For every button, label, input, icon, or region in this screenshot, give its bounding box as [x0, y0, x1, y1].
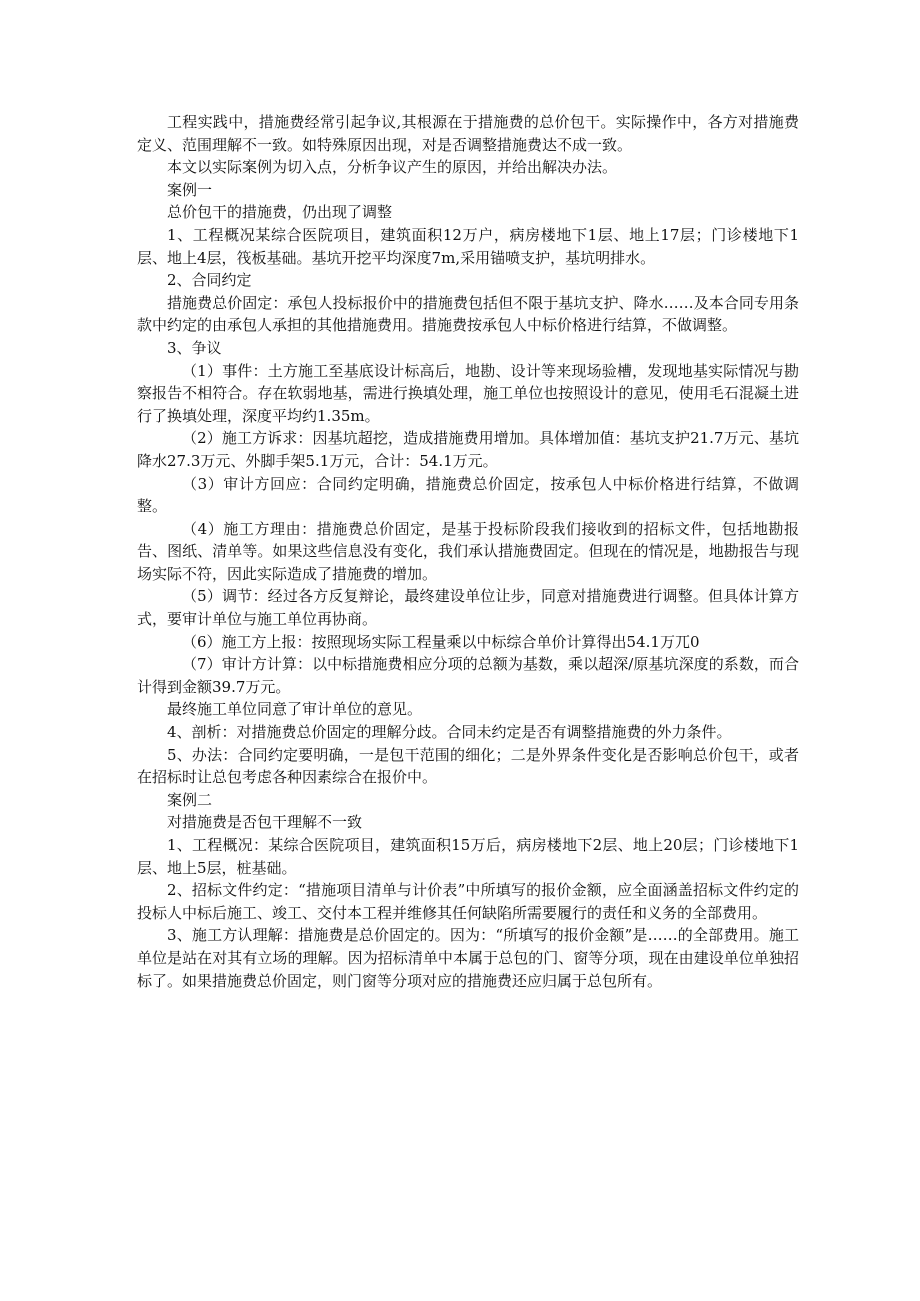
case-one-analysis: 4、剖析：对措施费总价固定的理解分歧。合同未约定是否有调整措施费的外力条件。: [167, 723, 732, 742]
intro-purpose-paragraph: 本文以实际案例为切入点，分析争议产生的原因，并给出解决办法。: [167, 158, 618, 177]
case-one-title: 总价包干的措施费，仍出现了调整: [167, 203, 393, 222]
dispute-item-5: （5）调节：经过各方反复辩论，最终建设单位让步，同意对措施费进行调整。但具体计算方式，要审计单位与施工单位再协商。: [137, 587, 799, 629]
case-one-dispute-heading: 3、争议: [167, 338, 222, 357]
case-two-tender-terms: 2、招标文件约定：“措施项目清单与计价表”中所填写的报价金额，应全面涵盖招标文件约定的投标人中标后施工、竣工、交付本工程并维修其任何缺陷所需要履行的责任和义务的全部费用。: [137, 881, 799, 922]
dispute-item-6: （6）施工方上报：按照现场实际工程量乘以中标综合单价计算得出54.1万兀0: [182, 632, 700, 651]
case-two-contractor-view: 3、施工方认理解：措施费是总价固定的。因为：“所填写的报价金额”是……的全部费用。施工单位是站在对其有立场的理解。因为招标清单中本属于总包的门、窗等分项，现在由建设单位单独招标了。如果措施费总价固定，则门窗等分项对应的措施费还应归属于总包所有。: [137, 926, 799, 990]
dispute-item-7: （7）审计方计算：以中标措施费相应分项的总额为基数，乘以超深/原基坑深度的系数，而合计得到金额39.7万元。: [137, 655, 799, 696]
document-body: [137, 111, 799, 992]
case-one-project-overview: 1、工程概况某综合医院项目，建筑面积12万户，病房楼地下1层、地上17层；门诊楼地下1层、地上4层，筏板基础。基坑开挖平均深度7m,采用锚喷支护，基坑明排水。: [137, 225, 799, 267]
dispute-item-2: （2）施工方诉求：因基坑超挖，造成措施费用增加。具体增加值：基坑支护21.7万元、基坑降水27.3万元、外脚手架5.1万元，合计：54.1万元。: [137, 429, 799, 470]
case-one-contract-heading: 2、合同约定: [167, 271, 252, 290]
case-two-title: 对措施费是否包干理解不一致: [167, 813, 363, 832]
dispute-item-1: （1）事件：土方施工至基底设计标高后，地勘、设计等来现场验槽，发现地基实际情况与勘察报告不相符合。存在软弱地基，需进行换填处理，施工单位也按照设计的意见，使用毛石混凝土进行了换填处理，深度平均约1.35m。: [137, 361, 799, 425]
case-two-project-overview: 1、工程概况：某综合医院项目，建筑面积15万后，病房楼地下2层、地上20层；门诊楼地下1层、地上5层，桩基础。: [137, 836, 799, 877]
case-one-solution: 5、办法：合同约定要明确，一是包干范围的细化；二是外界条件变化是否影响总价包干，或者在招标时让总包考虑各种因素综合在报价中。: [137, 745, 799, 787]
dispute-item-4: （4）施工方理由：措施费总价固定，是基于投标阶段我们接收到的招标文件，包括地勘报告、图纸、清单等。如果这些信息没有变化，我们承认措施费固定。但现在的情况是，地勘报告与现场实际不符，因此实际造成了措施费的增加。: [137, 519, 799, 583]
case-two-heading: 案例二: [167, 790, 213, 809]
intro-paragraph: 工程实践中，措施费经常引起争议,其根源在于措施费的总价包干。实际操作中，各方对措施费定义、范围理解不一致。如特殊原因出现，对是否调整措施费达不成一致。: [137, 113, 799, 154]
dispute-item-3: （3）审计方回应：合同约定明确，措施费总价固定，按承包人中标价格进行结算，不做调整。: [137, 474, 799, 516]
case-one-contract-text: 措施费总价固定：承包人投标报价中的措施费包括但不限于基坑支护、降水……及本合同专用条款中约定的由承包人承担的其他措施费用。措施费按承包人中标价格进行结算，不做调整。: [137, 293, 799, 335]
case-one-outcome: 最终施工单位同意了审计单位的意见。: [167, 700, 423, 719]
case-one-heading: 案例一: [167, 180, 213, 199]
